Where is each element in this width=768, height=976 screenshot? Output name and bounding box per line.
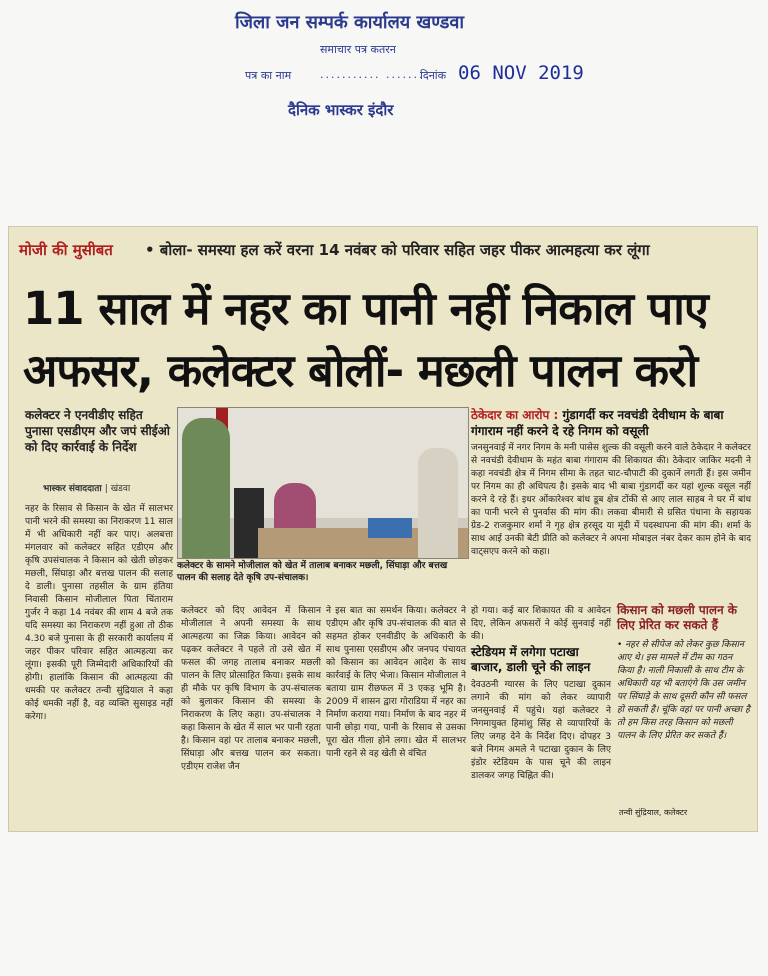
- body-column-3: ने इस बात का समर्थन किया। कलेक्टर ने एडीएम और कृषि उप-संचालक की बात से सहमत होकर एनवीडीए के अधिकारी के साथ पुनासा एसडीएम और जनपद पंचायत को किसान का आवेदन आदेश के साथ कार्रवाई के लिए भेजा। किसान मोजीलाल ने बताया ग्राम रीछफल में 3 एकड़ भूमि है। 2009 में शासन द्वारा गोराडिया में नहर का निर्माण कराया गया। निर्माण के बाद नहर में पानी छोड़ा गया, पानी के रिसाव से उसका पूरा खेत गीला होने लगा। खेत में सालभर पानी रहने से वह खेती से वंचित: [326, 606, 466, 759]
- quote-signature-name: तन्वी सुंद्रियाल,: [619, 808, 662, 817]
- body-column-1: नहर के रिसाव से किसान के खेत में सालभर पानी भरने की समस्या का निराकरण 11 साल में भी अधिकारी नहीं कर पाए। अलबत्ता मंगलवार को कलेक्टर सहित एडीएम और कृषि उपसंचालक ने किसान को खेती छोड़कर मछली, सिंघाड़ा और बत्तख पालन की सलाह दे डाली। पुनासा तहसील के ग्राम हंतिया निवासी किसान मोजीलाल पिता चिंताराम गुर्जर ने कहा 14 नवंबर की शाम 4 बजे तक यदि समस्या का निराकरण नहीं हुआ तो ठीक 4.30 बजे पुनासा के ही सरकारी कार्यालय में जहर पीकर परिवार सहित आत्महत्या कर लूंगा। इसकी पूरी जिम्मेदारी अधिकारियों की होगी। हालांकि किसान की आत्महत्या की धमकी पर कलेक्टर तन्वी सुंद्रियाल ने कहा कोई धमकी नहीं है, वह व्यक्ति सुसाइड नहीं करेगा।: [25, 504, 173, 722]
- quote-signature-role: कलेक्टर: [661, 808, 688, 817]
- aside-body: जनसुनवाई में नगर निगम के मनी पासेस शुल्क की वसूली करने वाले ठेकेदार ने कलेक्टर से नवचंडी देवीधाम के महंत बाबा गंगाराम की शिकायत की। ठेकेदार जाकिर मदनी ने कहा नवचंडी क्षेत्र में निगम सीमा के तहत चाट-चौपाटी की दुकानें लगती हैं। इस जमीन पर निगम का ही अधिपत्य है। इसके बाद भी बाबा गुंडागर्दी कर यहां शुल्क वसूल नहीं करने दे रहे हैं। इधर ओंकारेश्वर बांध डूब क्षेत्र टोंकी से आए लाल साहब ने घर में बांध का पानी भरने से पुनर्वास की मांग की। लकवा बीमारी से ग्रसित पंधाना के सहायक ग्रेड-2 राजकुमार शर्मा ने गृह क्षेत्र हरसूद या मूंदी में पदस्थापना की मांग की। शर्मा के साथ आई उनकी बेटी प्रीति को कलेक्टर ने अपना मोबाइल नंबर देकर काम होने के बाद वाट्सएप करने को कहा।: [471, 443, 751, 557]
- office-name: जिला जन सम्पर्क कार्यालय खण्डवा: [235, 12, 465, 33]
- body-column-4: देवउठनी ग्यारस के लिए पटाखा दुकान लगाने की मांग को लेकर व्यापारी जनसुनवाई में पहुंचे। यहां कलेक्टर ने निगमायुक्त हिमांशु सिंह से व्यापारियों के लिए जगह देने के निर्देश दिए। दोपहर 3 बजे निगम अमले ने पटाखा दुकान के लिए इंडोर स्टेडियम के पास चूने की लाइन डालकर जगह चिह्नित की।: [471, 680, 611, 781]
- subhead-firecracker-market: स्टेडियम में लगेगा पटाखा बाजार, डाली चूने की लाइन: [471, 645, 591, 674]
- deck: कलेक्टर ने एनवीडीए सहित पुनासा एसडीएम और जपं सीईओ को दिए कार्रवाई के निर्देश: [25, 408, 170, 454]
- quote-signature: [619, 807, 687, 818]
- paper-name-label: पत्र का नाम: [245, 69, 292, 82]
- quote-headline: किसान को मछली पालन के लिए प्रेरित कर सकते हैं: [617, 603, 738, 632]
- body-column-2: कलेक्टर को दिए आवेदन में किसान मोजीलाल ने अपनी समस्या के साथ आत्महत्या का जिक्र किया। आवेदन को पढ़कर कलेक्टर ने पहले तो उसे खेत में फसल की जगह तालाब बनाकर मछली पालन के लिए प्रोत्साहित किया। इसके साथ ही मौके पर कृषि विभाग के उप-संचालक को बुलाकर किसान की समस्या के निराकरण के लिए कहा। उप-संचालक ने कहा किसान के खेत में साल भर पानी रहता है। किसान वहां पर तालाब बनाकर मछली, सिंघाड़ा और बत्तख पालन कर सकता। एडीएम राजेश जैन: [181, 606, 321, 772]
- story-tag: मोजी की मुसीबत: [19, 241, 113, 259]
- date-stamp: 06 NOV 2019: [458, 62, 584, 84]
- newspaper-name: दैनिक भास्कर इंदौर: [288, 101, 394, 119]
- photo-laptop: [368, 518, 412, 538]
- date-label: दिनांक: [420, 69, 447, 82]
- kicker: • बोला- समस्या हल करें वरना 14 नवंबर को परिवार सहित जहर पीकर आत्महत्या कर लूंगा: [145, 241, 650, 259]
- banner: [9, 227, 757, 271]
- photo-officer: [182, 418, 230, 558]
- byline: [43, 481, 130, 494]
- photo-farmer: [418, 448, 458, 558]
- photo-caption: कलेक्टर के सामने मोजीलाल को खेत में तालाब बनाकर मछली, सिंघाड़ा और बत्तख पालन की सलाह देते कृषि उप-संचालक।: [177, 561, 448, 583]
- aside-headline: [471, 407, 751, 439]
- newspaper-clipping: [8, 226, 758, 832]
- headline-line-1: 11 साल में नहर का पानी नहीं निकाल पाए: [23, 282, 708, 335]
- news-photo: [177, 407, 469, 559]
- quote-body: • नहर से सीपेज को लेकर कुछ किसान आए थे। इस मामले में टीम का गठन किया है। नाली निकासी के साथ टीम के अधिकारी यह भी बताएंगे कि उस जमीन पर सिंघाड़े के साथ दूसरी कौन सी फसल हो सकती है। चूंकि वहां पर पानी अच्छा है तो हम किस तरह किसान को मछली पालन के लिए प्रेरित कर सकते हैं।: [617, 640, 750, 741]
- aside-label: ठेकेदार का आरोप :: [471, 408, 559, 422]
- aside-head-text: गुंडागर्दी कर नवचंडी देवीधाम के बाबा गंगाराम नहीं करने दे रहे निगम को वसूली: [471, 408, 724, 438]
- byline-place: | खंडवा: [104, 484, 131, 494]
- byline-name: भास्कर संवाददाता: [43, 484, 102, 494]
- office-stamp: [0, 0, 768, 140]
- paper-name-dots: ........... .......: [320, 68, 425, 81]
- clipping-label: समाचार पत्र कतरन: [320, 43, 396, 56]
- body-column-4-top: हो गया। कई बार शिकायत की व आवेदन दिए, लेकिन अफसरों ने कोई सुनवाई नहीं की।: [471, 606, 611, 642]
- headline-line-2: अफसर, कलेक्टर बोलीं- मछली पालन करो: [23, 344, 698, 397]
